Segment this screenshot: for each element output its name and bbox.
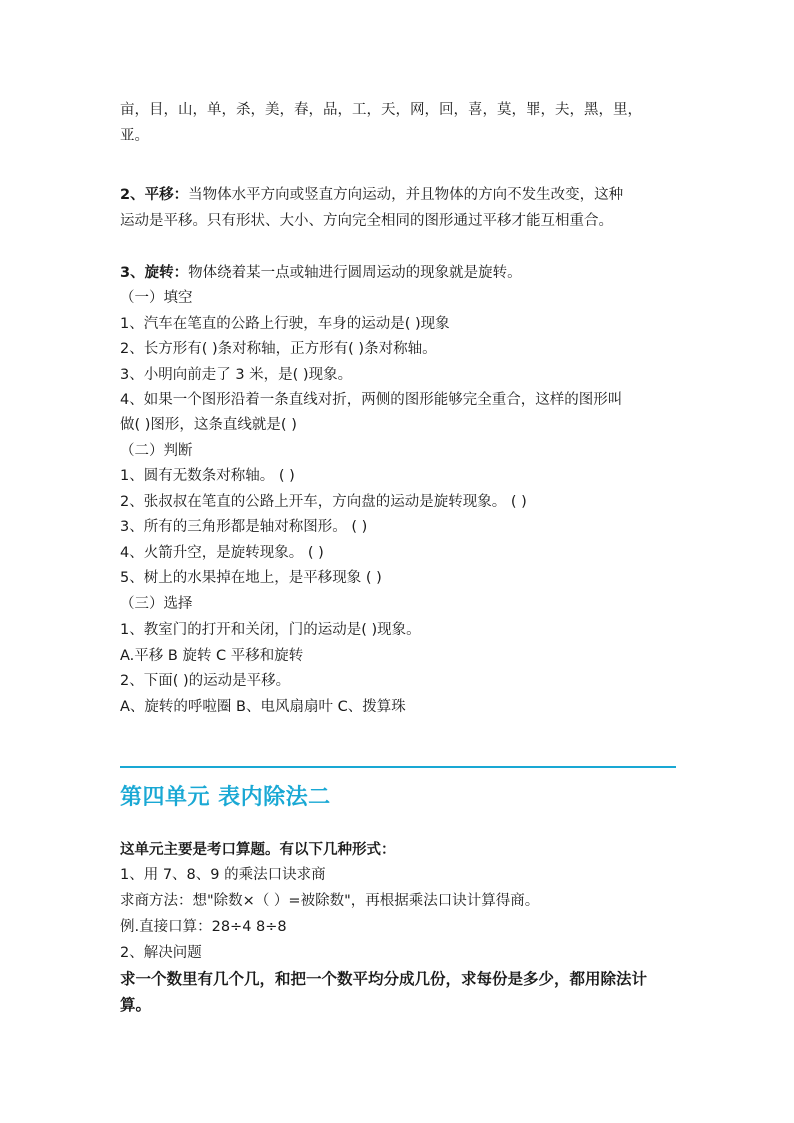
section-divider <box>120 766 676 768</box>
fill-blank-heading: （一）填空 <box>120 290 193 306</box>
fill-blank-item: 1、汽车在笔直的公路上行驶，车身的运动是( )现象 <box>120 316 450 332</box>
judge-item: 3、所有的三角形都是轴对称图形。 ( ) <box>120 519 368 535</box>
unit-method: 求商方法：想"除数×（ ）=被除数"，再根据乘法口诀计算得商。 <box>120 893 540 909</box>
choice-heading: （三）选择 <box>120 596 193 612</box>
fill-blank-item: 2、长方形有( )条对称轴，正方形有( )条对称轴。 <box>120 341 437 357</box>
choice-item: 1、教室门的打开和关闭，门的运动是( )现象。 <box>120 622 421 638</box>
choice-item: 2、下面( )的运动是平移。 <box>120 673 291 689</box>
translation-definition-line-1: 当物体水平方向或竖直方向运动，并且物体的方向不发生改变，这种 <box>188 187 624 203</box>
fill-blank-item: 4、如果一个图形沿着一条直线对折，两侧的图形能够完全重合，这样的图形叫 <box>120 392 623 408</box>
unit-intro: 这单元主要是考口算题。有以下几种形式： <box>120 841 396 858</box>
choice-item: A.平移 B 旋转 C 平移和旋转 <box>120 648 304 664</box>
continuation-line-2: 亚。 <box>120 128 149 144</box>
unit-point-1: 1、用 7、8、9 的乘法口诀求商 <box>120 867 326 883</box>
fill-blank-item: 做( )图形，这条直线就是( ) <box>120 417 297 433</box>
continuation-line-1: 亩，目，山，单，杀，美，春，品，工，天，网，回，喜，莫，罪，夫，黑，里， <box>120 102 642 118</box>
unit-rule-line-1: 求一个数里有几个几，和把一个数平均分成几份，求每份是多少，都用除法计 <box>120 969 648 988</box>
unit-title: 第四单元 表内除法二 <box>120 785 331 810</box>
judge-heading: （二）判断 <box>120 443 193 459</box>
translation-definition-line-2: 运动是平移。只有形状、大小、方向完全相同的图形通过平移才能互相重合。 <box>120 213 613 229</box>
fill-blank-item: 3、小明向前走了 3 米，是( )现象。 <box>120 367 353 383</box>
unit-example: 例.直接口算：28÷4 8÷8 <box>120 919 287 935</box>
rotation-term: 3、旋转： <box>120 265 189 281</box>
translation-term: 2、平移： <box>120 187 189 203</box>
unit-rule-line-2: 算。 <box>120 995 152 1014</box>
judge-item: 2、张叔叔在笔直的公路上开车，方向盘的运动是旋转现象。 ( ) <box>120 494 527 510</box>
choice-item: A、旋转的呼啦圈 B、电风扇扇叶 C、拨算珠 <box>120 699 406 715</box>
judge-item: 1、圆有无数条对称轴。 ( ) <box>120 468 295 484</box>
unit-point-2: 2、解决问题 <box>120 945 202 961</box>
judge-item: 5、树上的水果掉在地上，是平移现象 ( ) <box>120 570 382 586</box>
rotation-definition <box>120 260 522 286</box>
judge-item: 4、火箭升空，是旋转现象。 ( ) <box>120 545 324 561</box>
translation-definition <box>120 182 623 208</box>
rotation-definition-text: 物体绕着某一点或轴进行圆周运动的现象就是旋转。 <box>188 265 522 281</box>
